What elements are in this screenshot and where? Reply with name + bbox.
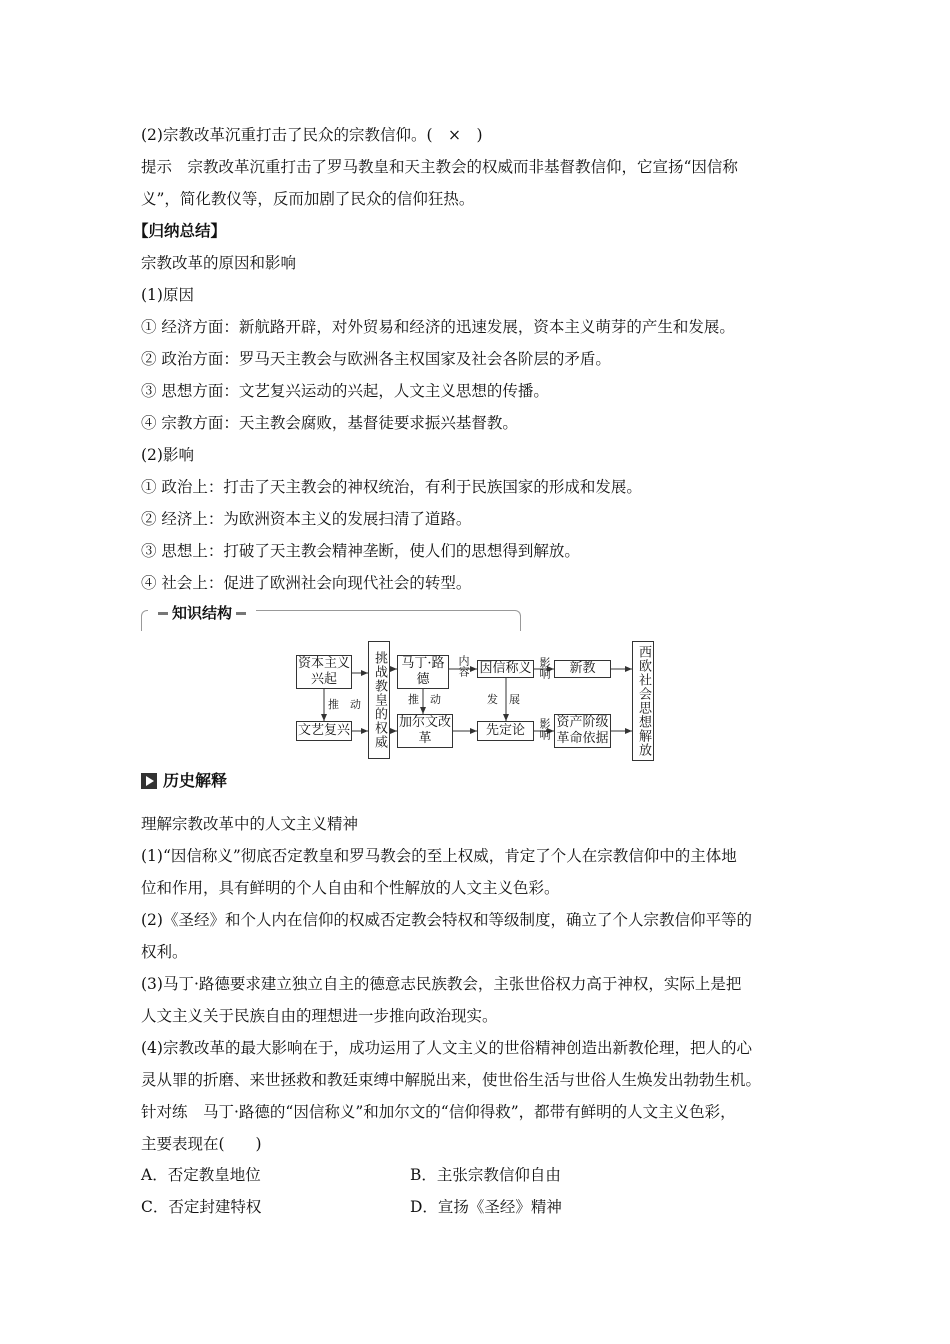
cause-politics: ② 政治方面：罗马天主教会与欧洲各主权国家及社会各阶层的矛盾。 xyxy=(141,350,611,368)
hint-line-1: 提示 宗教改革沉重打击了罗马教皇和天主教会的权威而非基督教信仰，它宣扬“因信称 xyxy=(141,158,738,176)
history-point-1a: (1)“因信称义”彻底否定教皇和罗马教会的至上权威，肯定了个人在宗教信仰中的主体地 xyxy=(141,847,737,865)
history-point-4b: 灵从罪的折磨、来世拯救和教廷束缚中解脱出来，使世俗生活与世俗人生焕发出勃勃生机。 xyxy=(141,1071,762,1089)
summary-heading: 【归纳总结】 xyxy=(133,222,227,240)
option-b[interactable]: B．主张宗教信仰自由 xyxy=(410,1166,561,1184)
cause-heading: (1)原因 xyxy=(141,286,194,304)
label-influence-2: 影响 xyxy=(538,718,551,740)
history-point-1b: 位和作用，具有鲜明的个人自由和个性解放的人文主义色彩。 xyxy=(141,879,560,897)
knowledge-structure-title: 知识结构 xyxy=(172,604,233,622)
box-western-europe-liberation: 西欧社会思想解放 xyxy=(632,641,654,761)
box-capitalism-rise: 资本主义兴起 xyxy=(297,656,350,687)
cause-economy: ① 经济方面：新航路开辟，对外贸易和经济的迅速发展，资本主义萌芽的产生和发展。 xyxy=(141,318,735,336)
label-push-1: 推 动 xyxy=(328,698,361,711)
box-challenge-pope: 挑战教皇的权威 xyxy=(368,641,390,759)
box-justification-by-faith: 因信称义 xyxy=(477,660,534,678)
cause-religion: ④ 宗教方面：天主教会腐败，基督徒要求振兴基督教。 xyxy=(141,414,518,432)
impact-politics: ① 政治上：打击了天主教会的神权统治，有利于民族国家的形成和发展。 xyxy=(141,478,642,496)
history-point-2a: (2)《圣经》和个人内在信仰的权威否定教会特权和等级制度，确立了个人宗教信仰平等的 xyxy=(141,911,752,929)
box-protestantism: 新教 xyxy=(554,660,611,678)
history-title: 理解宗教改革中的人文主义精神 xyxy=(141,815,359,833)
option-c[interactable]: C．否定封建特权 xyxy=(141,1198,262,1216)
option-a[interactable]: A．否定教皇地位 xyxy=(141,1166,261,1184)
play-icon xyxy=(141,773,157,789)
impact-thought: ③ 思想上：打破了天主教会精神垄断，使人们的思想得到解放。 xyxy=(141,542,580,560)
box-predestination: 先定论 xyxy=(477,721,534,741)
label-content: 内容 xyxy=(457,655,470,677)
judgement-item: (2)宗教改革沉重打击了民众的宗教信仰。( × ) xyxy=(141,126,483,144)
history-heading: 历史解释 xyxy=(163,771,228,790)
impact-heading: (2)影响 xyxy=(141,446,194,464)
label-push-2: 推 动 xyxy=(408,693,441,706)
box-bourgeois-revolution-basis: 资产阶级革命依据 xyxy=(554,714,611,748)
history-point-3a: (3)马丁·路德要求建立独立自主的德意志民族教会，主张世俗权力高于神权，实际上是把 xyxy=(141,975,742,993)
cause-thought: ③ 思想方面：文艺复兴运动的兴起，人文主义思想的传播。 xyxy=(141,382,549,400)
box-renaissance: 文艺复兴 xyxy=(296,721,352,741)
box-calvin-reform: 加尔文改革 xyxy=(398,715,451,746)
label-influence-1: 影响 xyxy=(538,657,551,679)
impact-society: ④ 社会上：促进了欧洲社会向现代社会的转型。 xyxy=(141,574,472,592)
exercise-question-2: 主要表现在( ) xyxy=(141,1135,262,1153)
box-martin-luther: 马丁·路德 xyxy=(397,655,449,689)
history-point-2b: 权利。 xyxy=(141,943,188,961)
impact-economy: ② 经济上：为欧洲资本主义的发展扫清了道路。 xyxy=(141,510,472,528)
option-d[interactable]: D．宣扬《圣经》精神 xyxy=(410,1198,562,1216)
history-point-3b: 人文主义关于民族自由的理想进一步推向政治现实。 xyxy=(141,1007,498,1025)
exercise-question-1: 针对练 马丁·路德的“因信称义”和加尔文的“信仰得救”，都带有鲜明的人文主义色彩， xyxy=(141,1103,736,1121)
label-development: 发 展 xyxy=(487,693,520,706)
summary-title: 宗教改革的原因和影响 xyxy=(141,254,297,272)
history-point-4a: (4)宗教改革的最大影响在于，成功运用了人文主义的世俗精神创造出新教伦理，把人的心 xyxy=(141,1039,752,1057)
hint-line-2: 义”，简化教仪等，反而加剧了民众的信仰狂热。 xyxy=(141,190,475,208)
